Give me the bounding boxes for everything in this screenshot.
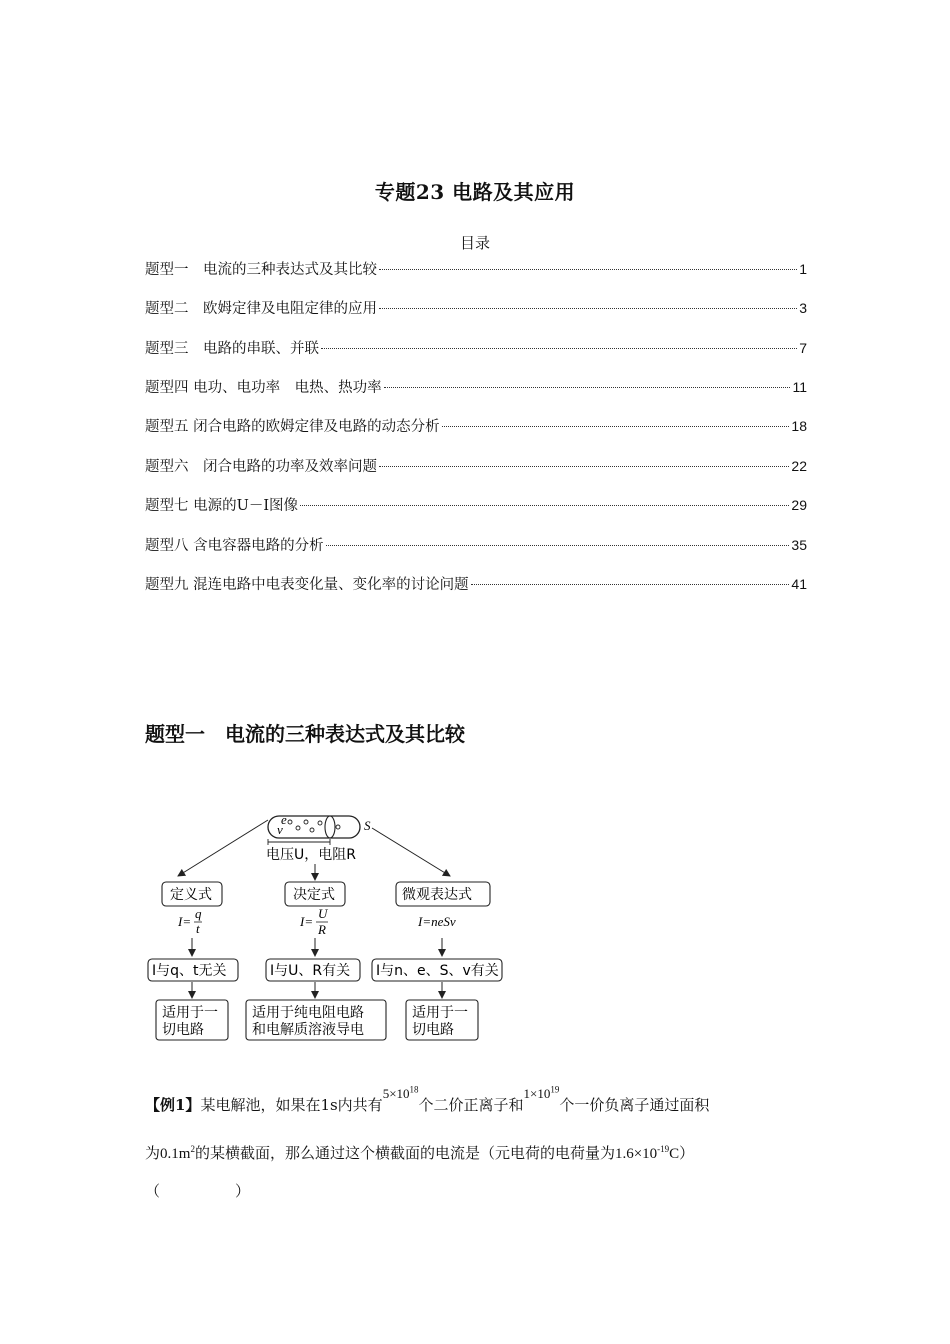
example-area-exponent: 2	[190, 1144, 195, 1154]
example-count-2	[523, 1084, 560, 1102]
section-heading: 题型一 电流的三种表达式及其比较	[145, 722, 465, 746]
toc-leader-dots	[379, 308, 797, 309]
toc-item-label: 题型二 欧姆定律及电阻定律的应用	[145, 301, 377, 317]
definition-scope-line2: 切电路	[162, 1022, 204, 1038]
example-text-3: 个一价负离子通过面积	[559, 1096, 710, 1114]
toc-item[interactable]	[145, 258, 807, 280]
toc-item[interactable]	[145, 534, 807, 556]
example-text-2: 个二价正离子和	[418, 1096, 524, 1114]
toc-leader-dots	[321, 348, 797, 349]
example-charge-exponent: -19	[657, 1144, 670, 1154]
document-title: 专题23 电路及其应用	[374, 180, 576, 204]
toc-item-label: 题型三 电路的串联、并联	[145, 341, 319, 357]
determination-relation: I与U、R有关	[270, 963, 351, 979]
toc-item-label: 题型九 混连电路中电表变化量、变化率的讨论问题	[145, 577, 469, 593]
example-line-2	[145, 1142, 694, 1163]
arrow-to-definition	[178, 820, 268, 876]
toc-item-page: 22	[791, 458, 807, 474]
determination-formula-numerator: U	[318, 906, 328, 921]
toc-item-page: 11	[792, 379, 807, 395]
toc-item[interactable]	[145, 376, 807, 398]
definition-scope-line1: 适用于一	[162, 1005, 218, 1021]
micro-relation: I与n、e、S、v有关	[376, 963, 499, 979]
example-charge: 1.6×10	[614, 1146, 658, 1162]
toc-item-page: 41	[791, 576, 807, 592]
toc-leader-dots	[442, 426, 790, 427]
toc-heading: 目录	[459, 234, 490, 252]
particle-label-e: e	[281, 812, 287, 827]
toc-leader-dots	[379, 269, 797, 270]
toc-item-page: 18	[791, 418, 807, 434]
definition-label: 定义式	[170, 887, 212, 903]
toc-item-page: 3	[799, 300, 807, 316]
toc-item[interactable]	[145, 494, 807, 516]
toc-leader-dots	[326, 545, 790, 546]
determination-formula-denominator: R	[318, 922, 326, 937]
particle-label-v: v	[277, 822, 283, 837]
example-line2-mid: 的某横截面，那么通过这个横截面的电流是（元电荷的电荷量为	[194, 1144, 615, 1162]
toc-item[interactable]	[145, 415, 807, 437]
count-2-exponent: 19	[550, 1084, 560, 1095]
toc-item-label: 题型五 闭合电路的欧姆定律及电路的动态分析	[145, 419, 440, 435]
determination-scope-line2: 和电解质溶液导电	[252, 1022, 364, 1038]
toc-item-label: 题型六 闭合电路的功率及效率问题	[145, 459, 377, 475]
example-line2-pre: 为	[145, 1144, 161, 1162]
toc-item[interactable]	[145, 455, 807, 477]
micro-label: 微观表达式	[402, 887, 472, 903]
determination-scope-line1: 适用于纯电阻电路	[252, 1005, 364, 1021]
toc-item[interactable]	[145, 297, 807, 319]
toc-item-label: 题型七 电源的U－I图像	[145, 498, 299, 514]
toc-leader-dots	[379, 466, 789, 467]
toc-leader-dots	[471, 584, 790, 585]
toc-item-page: 1	[799, 261, 807, 277]
arrow-to-micro	[372, 828, 450, 876]
cross-section-label: S	[364, 818, 371, 833]
toc-leader-dots	[300, 505, 789, 506]
conductor-label: 电压U，电阻R	[266, 847, 356, 863]
current-expression-diagram	[140, 808, 510, 1048]
micro-scope-line2: 切电路	[412, 1022, 454, 1038]
toc-item-page: 29	[791, 497, 807, 513]
toc-item[interactable]	[145, 337, 807, 359]
count-1-exponent: 18	[409, 1084, 419, 1095]
toc-item[interactable]	[145, 573, 807, 595]
example-charge-unit: C）	[669, 1146, 695, 1162]
micro-scope-line1: 适用于一	[412, 1005, 468, 1021]
example-count-1	[382, 1084, 419, 1102]
count-2-base: 1×10	[523, 1086, 551, 1101]
definition-formula-denominator: t	[196, 921, 200, 936]
definition-formula-numerator: q	[195, 906, 202, 921]
toc-leader-dots	[384, 387, 791, 388]
example-tag: 【例1】	[145, 1096, 201, 1114]
toc-item-page: 35	[791, 537, 807, 553]
definition-formula-prefix: I=	[178, 914, 192, 929]
determination-formula-prefix: I=	[300, 914, 314, 929]
micro-formula: I=neSv	[418, 914, 456, 929]
toc-item-label: 题型一 电流的三种表达式及其比较	[145, 262, 377, 278]
answer-blank: （ ）	[145, 1182, 251, 1200]
example-text-1: 某电解池，如果在1s内共有	[200, 1096, 383, 1114]
example-area: 0.1m	[160, 1146, 191, 1162]
toc-item-label: 题型八 含电容器电路的分析	[145, 538, 324, 554]
toc-item-page: 7	[799, 340, 807, 356]
determination-label: 决定式	[293, 887, 335, 903]
toc-item-label: 题型四 电功、电功率 电热、热功率	[145, 380, 382, 396]
definition-relation: I与q、t无关	[152, 963, 227, 979]
count-1-base: 5×10	[382, 1086, 410, 1101]
